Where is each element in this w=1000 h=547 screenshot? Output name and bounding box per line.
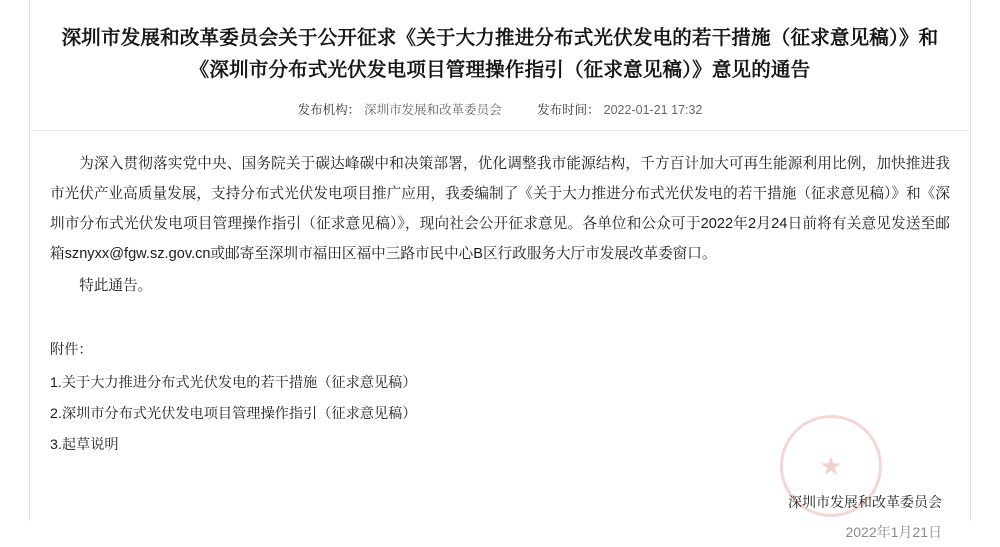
signature-block <box>32 487 968 547</box>
seal-star-icon: ★ <box>819 451 843 481</box>
body-paragraph: 为深入贯彻落实党中央、国务院关于碳达峰碳中和决策部署，优化调整我市能源结构，千方百计加大可再生能源利用比例，加快推进我市光伏产业高质量发展，支持分布式光伏发电项目推广应用，我委编制了《关于大力推进分布式光伏发电的若干措施（征求意见稿）》和《深圳市分布式光伏发电项目管理操作指引（征求意见稿）》，现向社会公开征求意见。各单位和公众可于2022年2月24日前将有关意见发送至邮箱sznyxx@fgw.sz.gov.cn或邮寄至深圳市福田区福中三路市民中心B区行政服务大厅市发展改革委窗口。 <box>50 156 950 262</box>
meta-time-label: 发布时间： <box>537 103 600 117</box>
meta-issuer-label: 发布机构： <box>297 103 361 117</box>
signature-org: 深圳市发展和改革委员会 <box>788 494 942 510</box>
attachments-label: 附件： <box>50 342 93 358</box>
attachment-link[interactable]: 3.起草说明 <box>50 437 119 453</box>
document-content <box>32 0 968 547</box>
signature-date: 2022年1月21日 <box>845 524 942 540</box>
meta-issuer <box>298 100 502 118</box>
body-paragraph: 特此通告。 <box>79 278 153 294</box>
attachment-link[interactable]: 2.深圳市分布式光伏发电项目管理操作指引（征求意见稿） <box>50 406 417 422</box>
meta-time-value: 2022-01-21 17:32 <box>603 103 703 117</box>
document-body <box>32 149 968 301</box>
attachment-link[interactable]: 1.关于大力推进分布式光伏发电的若干措施（征求意见稿） <box>50 375 417 391</box>
page-title: 深圳市发展和改革委员会关于公开征求《关于大力推进分布式光伏发电的若干措施（征求意见稿）》和《深圳市分布式光伏发电项目管理操作指引（征求意见稿）》意见的通告 <box>61 27 939 81</box>
left-margin-rule <box>0 0 30 521</box>
meta-issuer-value: 深圳市发展和改革委员会 <box>364 103 502 117</box>
right-margin-rule <box>970 0 1000 521</box>
meta-publish-time <box>537 100 702 118</box>
document-meta <box>32 100 968 131</box>
attachments-section <box>32 335 968 461</box>
